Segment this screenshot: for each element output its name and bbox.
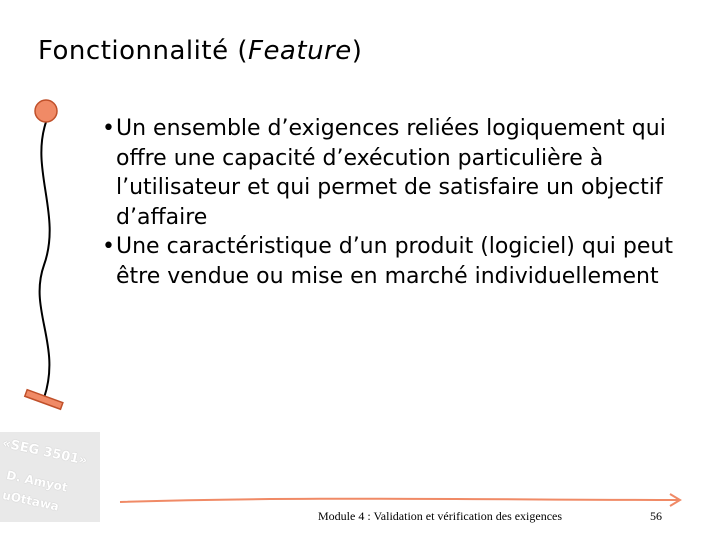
bullet-item: [96, 232, 676, 291]
stamp-university: uOttawa: [1, 488, 61, 514]
footer-module-label: Module 4 : Validation et vérification des exigences: [318, 509, 563, 523]
bullet-text: Un ensemble d’exigences reliées logiquement qui offre une capacité d’exécution particulière à l’utilisateur et qui permet de satisfaire un objectif d’affaire: [116, 116, 666, 230]
page-number: 56: [650, 509, 662, 523]
footer-arrow-line: [120, 499, 678, 502]
orange-circle-icon: [35, 100, 57, 122]
title-italic: Feature: [247, 36, 352, 66]
bullet-dot: •: [102, 116, 115, 141]
title-close: ): [351, 36, 363, 66]
bullet-item: [96, 114, 676, 232]
orange-bar-icon: [25, 390, 63, 410]
course-stamp: [0, 432, 100, 522]
stamp-author: D. Amyot: [5, 468, 69, 495]
title-main: Fonctionnalité (: [38, 36, 248, 66]
stamp-course-code: «SEG 3501»: [0, 436, 89, 469]
bullet-text: Une caractéristique d’un produit (logiciel) qui peut être vendue ou mise en marché individuellement: [116, 234, 673, 289]
bullet-dot: •: [102, 234, 115, 259]
bullet-list: [96, 114, 676, 291]
wavy-line-decoration: [40, 122, 50, 398]
